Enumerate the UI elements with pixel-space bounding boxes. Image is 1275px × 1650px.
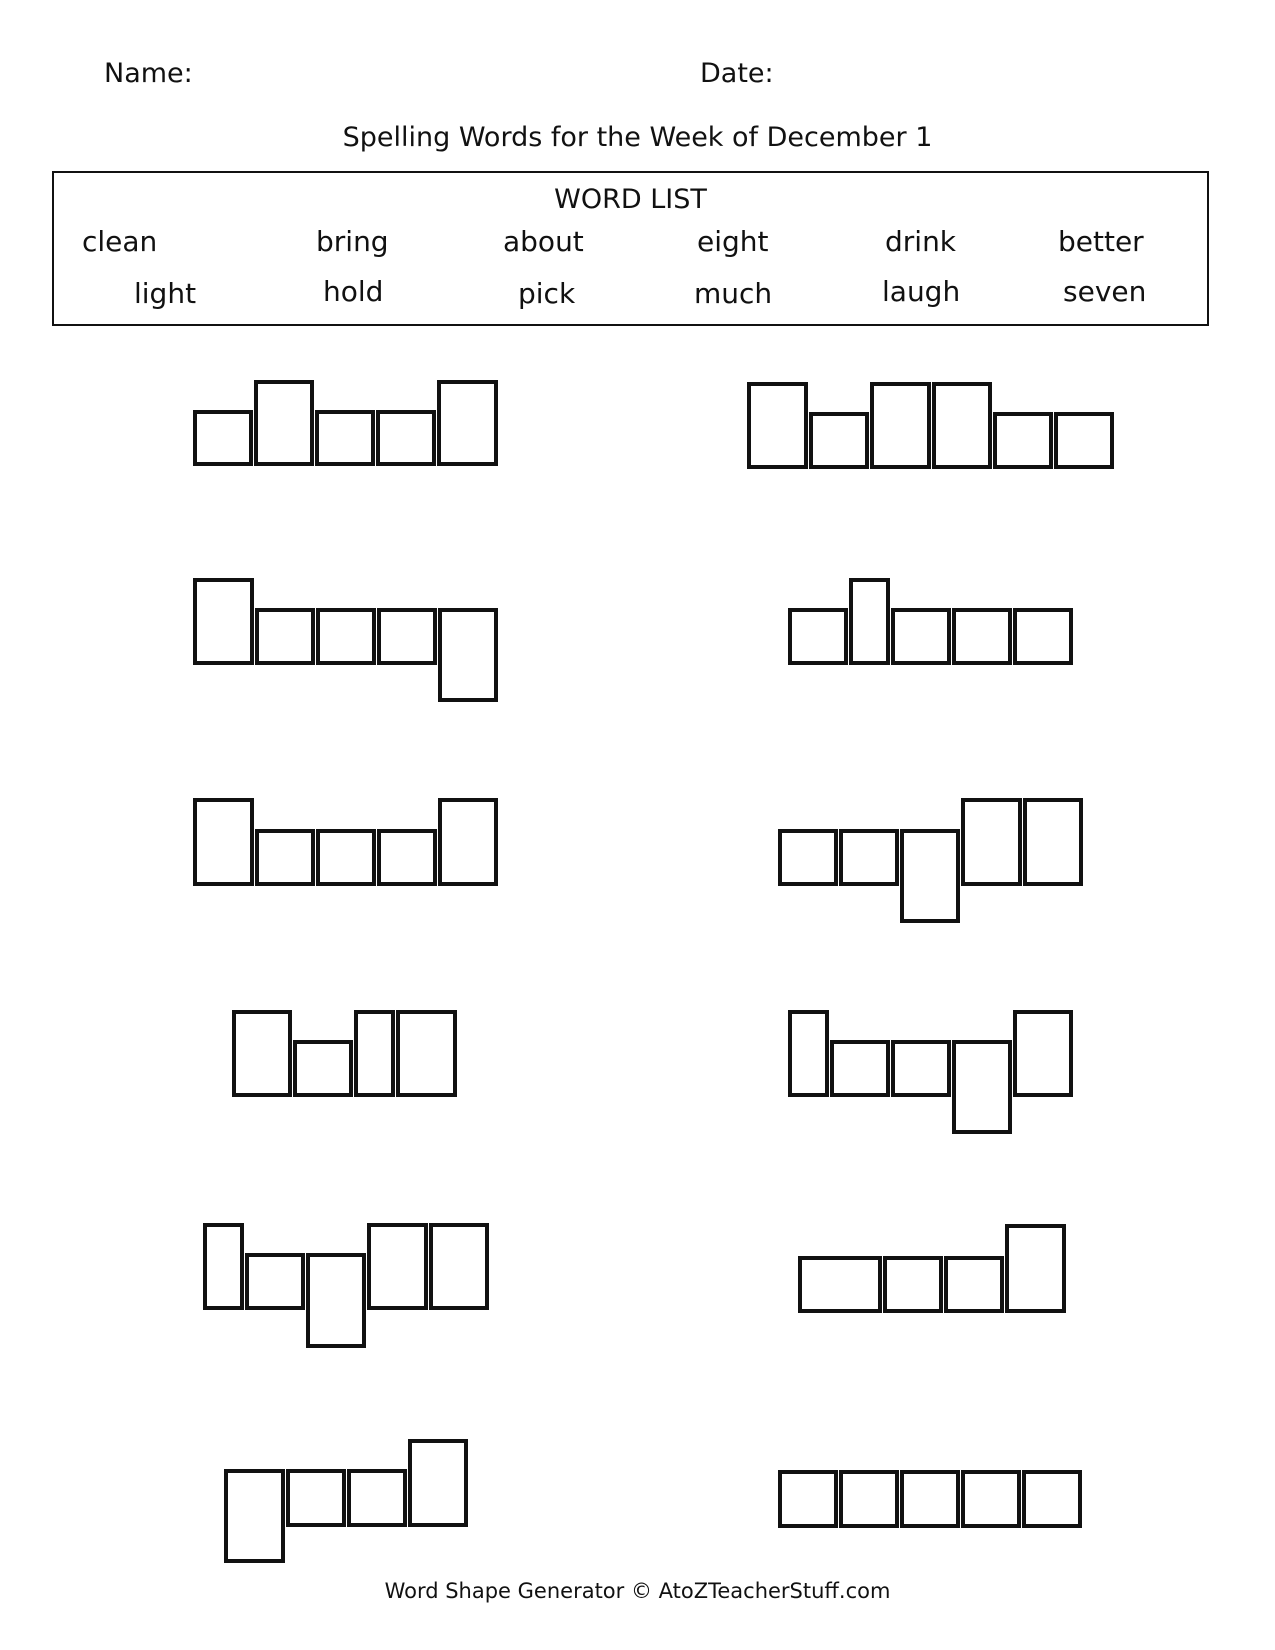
footer-credit: Word Shape Generator © AtoZTeacherStuff.com — [384, 1579, 891, 1603]
word-light: light — [134, 277, 197, 310]
word-shape-9 — [205, 1225, 487, 1346]
word-shape-4 — [790, 580, 1071, 663]
word-shape-11 — [226, 1441, 466, 1561]
word-seven: seven — [1063, 275, 1147, 308]
name-label: Name: — [104, 58, 193, 89]
word-list-heading: WORD LIST — [554, 184, 707, 215]
worksheet-title: Spelling Words for the Week of December 1 — [342, 122, 933, 153]
word-clean: clean — [82, 225, 158, 258]
word-shape-7 — [234, 1012, 455, 1095]
word-much: much — [694, 277, 773, 310]
word-about: about — [503, 225, 584, 258]
word-laugh: laugh — [882, 275, 961, 308]
date-label: Date: — [700, 58, 774, 89]
word-bring: bring — [316, 225, 389, 258]
word-shape-12 — [780, 1472, 1080, 1526]
word-shape-1 — [195, 382, 496, 464]
word-eight: eight — [697, 225, 769, 258]
word-shape-8 — [790, 1012, 1071, 1132]
word-shape-6 — [780, 800, 1081, 921]
word-drink: drink — [885, 225, 957, 258]
word-shape-2 — [749, 384, 1112, 467]
word-pick: pick — [518, 277, 576, 310]
word-better: better — [1058, 225, 1144, 258]
word-hold: hold — [323, 275, 384, 308]
word-shape-3 — [195, 580, 496, 700]
word-shape-5 — [195, 800, 496, 884]
word-shape-10 — [800, 1226, 1064, 1311]
